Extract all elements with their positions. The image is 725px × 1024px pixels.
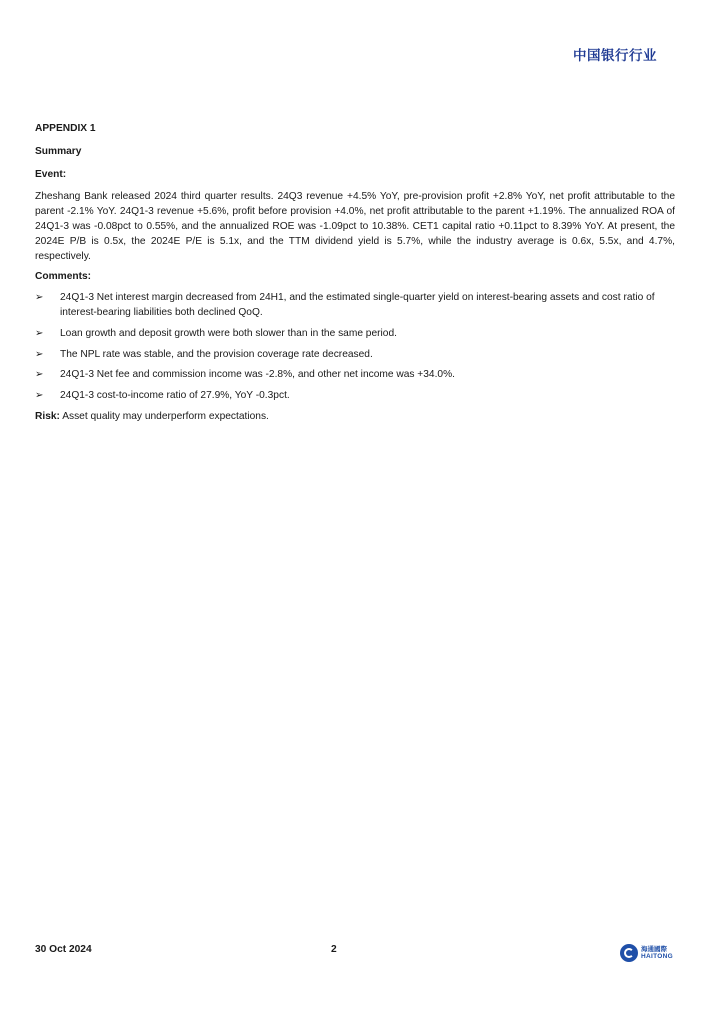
- event-title: Event:: [35, 168, 67, 180]
- comments-title: Comments:: [35, 271, 92, 283]
- comment-item: [35, 389, 675, 404]
- comments-list: [35, 291, 675, 404]
- risk-text: Asset quality may underperform expectations.: [59, 410, 269, 422]
- arrow-bullet-icon: ➢: [35, 327, 44, 339]
- logo-chinese-text: 海通國際: [641, 945, 667, 953]
- haitong-logo: [620, 942, 680, 964]
- comment-text: The NPL rate was stable, and the provision coverage rate decreased.: [60, 348, 373, 360]
- comment-text: Loan growth and deposit growth were both slower than in the same period.: [60, 327, 397, 339]
- footer-date: 30 Oct 2024: [35, 944, 92, 955]
- comment-item: [35, 348, 675, 363]
- event-paragraph: Zheshang Bank released 2024 third quarter results. 24Q3 revenue +4.5% YoY, pre-provision profit +2.8% YoY, net profit attributable to the parent -2.1% YoY. 24Q1-3 revenue +5.6%, profit before provision +4.0%, net profit attributable to the parent +1.19%. The annualized ROA of 24Q1-3 was -0.08pct to 0.55%, and the annualized ROE was -1.09pct to 10.38%. CET1 capital ratio +0.11pct to 8.39% YoY. At present, the 2024E P/B is 0.5x, the 2024E P/E is 5.1x, and the TTM dividend yield is 5.7%, while the industry average is 0.6x, 5.5x, and 4.7%, respectively.: [35, 191, 675, 262]
- risk-label: Risk:: [35, 410, 60, 422]
- logo-english-text: HAITONG: [641, 953, 673, 960]
- arrow-bullet-icon: ➢: [35, 390, 44, 402]
- comment-item: [35, 368, 675, 383]
- comment-text: 24Q1-3 Net interest margin decreased from 24H1, and the estimated single-quarter yield on interest-bearing assets and cost ratio of interest-bearing liabilities both declined QoQ.: [60, 292, 655, 318]
- risk-paragraph: [35, 410, 675, 425]
- summary-title: Summary: [35, 145, 82, 157]
- page-header-title: 中国银行行业: [573, 48, 657, 64]
- arrow-bullet-icon: ➢: [35, 369, 44, 381]
- page-number: 2: [331, 944, 337, 955]
- comment-item: [35, 291, 675, 321]
- comment-item: [35, 327, 675, 342]
- comment-text: 24Q1-3 cost-to-income ratio of 27.9%, YoY -0.3pct.: [60, 390, 290, 402]
- arrow-bullet-icon: ➢: [35, 292, 44, 304]
- document-body: [35, 122, 675, 431]
- arrow-bullet-icon: ➢: [35, 348, 44, 360]
- logo-text: [641, 945, 673, 961]
- appendix-title: APPENDIX 1: [35, 123, 96, 134]
- comment-text: 24Q1-3 Net fee and commission income was -2.8%, and other net income was +34.0%.: [60, 369, 455, 381]
- haitong-logo-icon: [620, 944, 638, 962]
